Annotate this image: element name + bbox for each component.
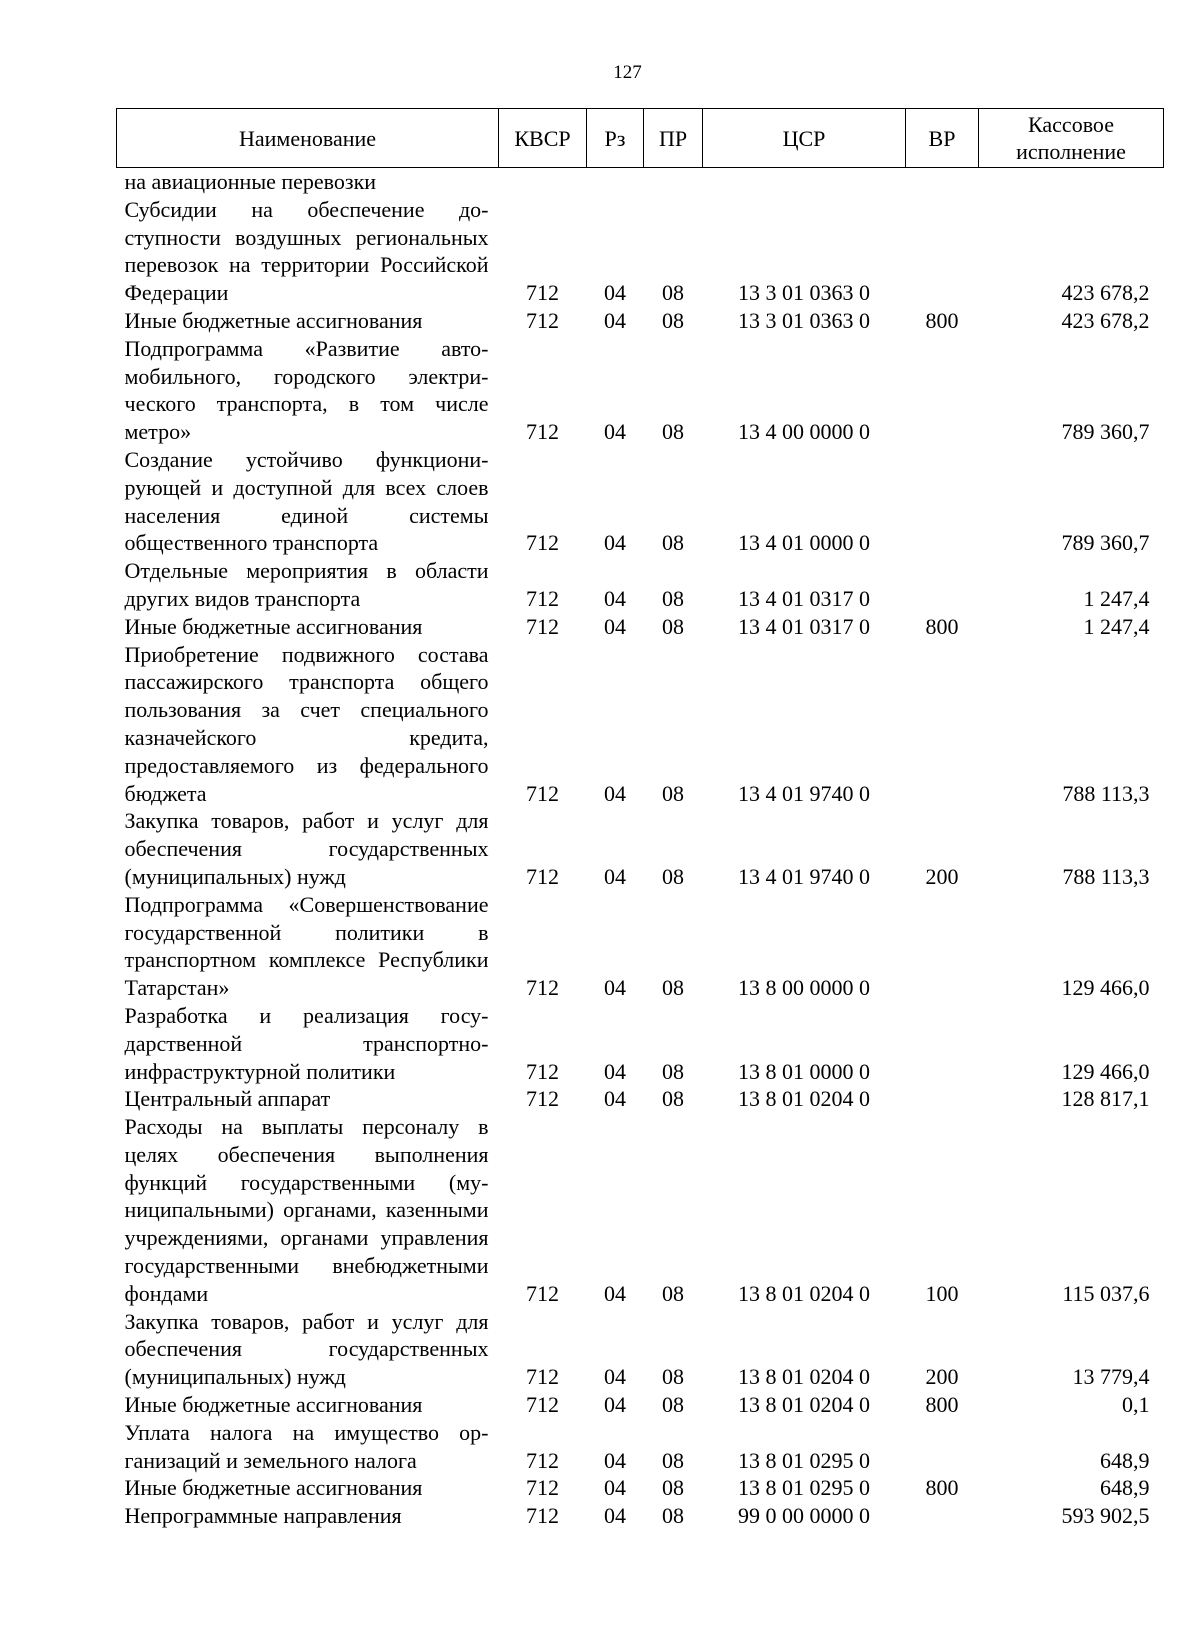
row-kvsr: 712 [526, 280, 559, 306]
row-cash: 423 678,2 [1061, 280, 1150, 306]
table-row [117, 1502, 1164, 1530]
row-csr: 13 8 01 0204 0 [738, 1392, 870, 1418]
row-csr: 13 4 01 0317 0 [738, 613, 870, 639]
row-name: Подпрограмма «Совершенствование государственной политики в транспортном комплексе Республики Татарстан» [124, 891, 489, 1001]
row-csr: 13 8 01 0295 0 [738, 1475, 870, 1501]
table-row [117, 307, 1164, 335]
table-row [117, 891, 1164, 1002]
row-vr [906, 335, 979, 446]
row-kvsr: 712 [526, 307, 559, 333]
row-name: Непрограммные направления [124, 1503, 402, 1529]
row-pr: 08 [662, 1086, 684, 1112]
header-name: Наименование [117, 109, 499, 168]
row-vr [906, 1002, 979, 1085]
row-csr: 13 4 01 9740 0 [738, 780, 870, 806]
row-rz: 04 [604, 1280, 626, 1306]
row-pr: 08 [662, 1058, 684, 1084]
row-kvsr: 712 [526, 975, 559, 1001]
row-pr: 08 [662, 1447, 684, 1473]
row-vr: 100 [925, 1280, 959, 1306]
row-cash: 593 902,5 [1061, 1503, 1150, 1529]
table-row [117, 641, 1164, 808]
row-vr [906, 891, 979, 1002]
row-cash: 789 360,7 [1061, 419, 1150, 445]
row-pr: 08 [662, 419, 684, 445]
table-row [117, 446, 1164, 557]
row-csr: 99 0 00 0000 0 [738, 1503, 870, 1529]
row-cash: 788 113,3 [1062, 780, 1150, 806]
row-pr: 08 [662, 975, 684, 1001]
row-name: Подпрограмма «Развитие автомобильного, городского электрического транспорта, в том числе метро» [124, 335, 489, 445]
row-kvsr: 712 [526, 419, 559, 445]
header-cash: Кассовое исполнение [979, 109, 1164, 168]
row-csr: 13 8 00 0000 0 [738, 975, 870, 1001]
table-row [117, 1002, 1164, 1085]
row-pr: 08 [662, 1475, 684, 1501]
table-row [117, 1391, 1164, 1419]
table-row [117, 1113, 1164, 1308]
row-name: на авиационные перевозки [124, 169, 377, 194]
row-name: Иные бюджетные ассигнования [124, 1475, 423, 1501]
header-csr: ЦСР [703, 109, 906, 168]
row-vr: 800 [925, 613, 959, 639]
row-vr: 200 [925, 1364, 959, 1390]
row-rz: 04 [604, 780, 626, 806]
row-name: Центральный аппарат [124, 1086, 331, 1112]
row-csr: 13 4 01 9740 0 [738, 863, 870, 889]
row-rz: 04 [604, 1364, 626, 1390]
row-rz: 04 [604, 613, 626, 639]
row-name: Иные бюджетные ассигнования [124, 307, 423, 333]
row-kvsr: 712 [526, 530, 559, 556]
row-vr: 200 [925, 863, 959, 889]
row-vr: 800 [925, 1392, 959, 1418]
row-pr: 08 [662, 1364, 684, 1390]
row-csr: 13 8 01 0295 0 [738, 1447, 870, 1473]
row-cash: 788 113,3 [1062, 863, 1150, 889]
row-rz: 04 [604, 585, 626, 611]
row-cash: 128 817,1 [1061, 1086, 1150, 1112]
row-cash: 789 360,7 [1061, 530, 1150, 556]
row-kvsr: 712 [526, 1058, 559, 1084]
row-kvsr: 712 [526, 780, 559, 806]
row-name: Разработка и реализация государственной транспортно-инфраструктурной политики [124, 1002, 489, 1084]
row-name: Субсидии на обеспечение доступности воздушных региональных перевозок на территории Российской Федерации [124, 196, 489, 306]
row-vr [906, 557, 979, 613]
row-pr [644, 168, 703, 196]
row-rz: 04 [604, 280, 626, 306]
row-vr [906, 1502, 979, 1530]
header-vr: ВР [906, 109, 979, 168]
table-row [117, 1085, 1164, 1113]
row-cash: 423 678,2 [1061, 307, 1150, 333]
budget-execution-table [116, 108, 1164, 1530]
row-pr: 08 [662, 280, 684, 306]
row-name: Уплата налога на имущество организаций и земельного налога [124, 1419, 489, 1473]
row-csr: 13 4 01 0317 0 [738, 585, 870, 611]
row-name: Приобретение подвижного состава пассажирского транспорта общего пользования за счет специального казначейского кредита, предоставляемого из федерального бюджета [124, 641, 489, 806]
table-row [117, 335, 1164, 446]
row-kvsr: 712 [526, 1364, 559, 1390]
row-csr: 13 8 01 0204 0 [738, 1364, 870, 1390]
row-name: Закупка товаров, работ и услуг для обеспечения государственных (муниципальных) нужд [124, 1308, 489, 1390]
header-pr: ПР [644, 109, 703, 168]
row-rz: 04 [604, 419, 626, 445]
row-kvsr: 712 [526, 1086, 559, 1112]
row-name: Расходы на выплаты персоналу в целях обеспечения выполнения функций государственными (муниципальными) органами, казенными учреждениями, органами управления государственными внебюджетными фондами [124, 1114, 489, 1306]
row-pr: 08 [662, 780, 684, 806]
row-vr [906, 196, 979, 307]
row-rz: 04 [604, 1392, 626, 1418]
row-rz [587, 168, 644, 196]
row-cash: 1 247,4 [1083, 585, 1150, 611]
header-kvsr: КВСР [499, 109, 587, 168]
row-vr [906, 1085, 979, 1113]
row-kvsr: 712 [526, 1447, 559, 1473]
row-kvsr: 712 [526, 1503, 559, 1529]
row-csr: 13 4 01 0000 0 [738, 530, 870, 556]
row-name: Иные бюджетные ассигнования [124, 613, 423, 639]
row-csr: 13 3 01 0363 0 [738, 280, 870, 306]
row-csr [703, 168, 906, 196]
row-kvsr: 712 [526, 585, 559, 611]
table-row [117, 807, 1164, 890]
row-pr: 08 [662, 613, 684, 639]
row-vr [906, 168, 979, 196]
table-header [117, 109, 1164, 168]
table-row [117, 196, 1164, 307]
row-vr [906, 1419, 979, 1475]
row-kvsr: 712 [526, 1392, 559, 1418]
row-cash: 648,9 [1100, 1447, 1150, 1473]
row-csr: 13 3 01 0363 0 [738, 307, 870, 333]
row-cash [979, 168, 1164, 196]
row-pr: 08 [662, 1392, 684, 1418]
table-row [117, 168, 1164, 196]
row-rz: 04 [604, 1086, 626, 1112]
row-name: Отдельные мероприятия в области других видов транспорта [124, 558, 489, 611]
row-vr [906, 446, 979, 557]
table-row [117, 613, 1164, 641]
row-rz: 04 [604, 863, 626, 889]
table-row [117, 1308, 1164, 1391]
row-rz: 04 [604, 307, 626, 333]
row-csr: 13 8 01 0204 0 [738, 1280, 870, 1306]
table-row [117, 1419, 1164, 1475]
row-kvsr [499, 168, 587, 196]
header-rz: Рз [587, 109, 644, 168]
row-rz: 04 [604, 1475, 626, 1501]
row-cash: 648,9 [1100, 1475, 1150, 1501]
row-vr: 800 [925, 307, 959, 333]
row-kvsr: 712 [526, 1280, 559, 1306]
row-cash: 1 247,4 [1083, 613, 1150, 639]
row-csr: 13 8 01 0000 0 [738, 1058, 870, 1084]
row-rz: 04 [604, 530, 626, 556]
row-pr: 08 [662, 1280, 684, 1306]
row-cash: 115 037,6 [1062, 1280, 1150, 1306]
row-rz: 04 [604, 1503, 626, 1529]
row-pr: 08 [662, 585, 684, 611]
row-csr: 13 4 00 0000 0 [738, 419, 870, 445]
row-pr: 08 [662, 863, 684, 889]
row-rz: 04 [604, 1058, 626, 1084]
row-kvsr: 712 [526, 1475, 559, 1501]
table-body [117, 168, 1164, 1531]
row-cash: 129 466,0 [1061, 975, 1150, 1001]
row-rz: 04 [604, 975, 626, 1001]
row-cash: 13 779,4 [1072, 1364, 1150, 1390]
table-row [117, 1474, 1164, 1502]
row-rz: 04 [604, 1447, 626, 1473]
row-pr: 08 [662, 530, 684, 556]
row-csr: 13 8 01 0204 0 [738, 1086, 870, 1112]
row-name: Закупка товаров, работ и услуг для обеспечения государственных (муниципальных) нужд [124, 808, 489, 889]
table-row [117, 557, 1164, 613]
row-kvsr: 712 [526, 613, 559, 639]
row-cash: 129 466,0 [1061, 1058, 1150, 1084]
page-number: 127 [613, 62, 642, 83]
row-kvsr: 712 [526, 863, 559, 889]
row-name: Создание устойчиво функционирующей и доступной для всех слоев населения единой системы общественного транспорта [124, 446, 489, 556]
row-vr: 800 [925, 1475, 959, 1501]
row-pr: 08 [662, 307, 684, 333]
row-vr [906, 641, 979, 808]
row-pr: 08 [662, 1503, 684, 1529]
row-name: Иные бюджетные ассигнования [124, 1392, 423, 1418]
row-cash: 0,1 [1122, 1392, 1150, 1418]
